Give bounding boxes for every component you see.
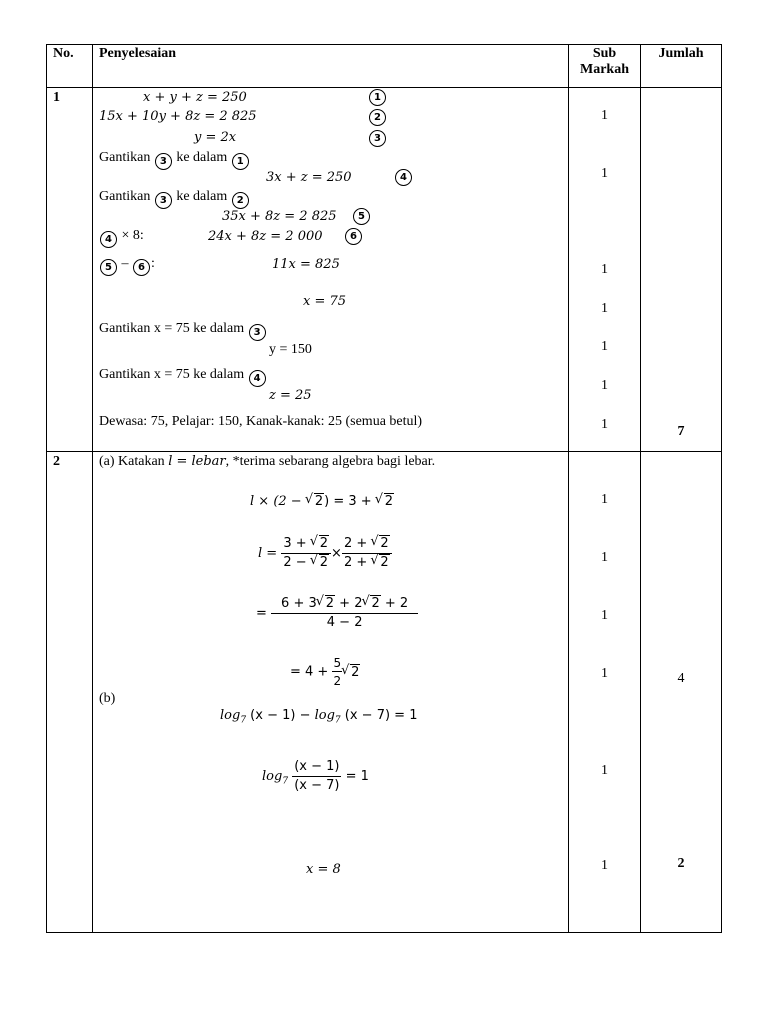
q2-mark: 1 <box>601 550 608 565</box>
log-eq-part: (x − 7) = 1 <box>340 708 418 723</box>
num-text: + 2 <box>335 596 363 611</box>
q1-eq6: 24x + 8z = 2 000 <box>208 229 323 244</box>
q2-number: 2 <box>53 454 60 469</box>
log-text: log <box>262 769 283 784</box>
q1-subst-a <box>99 150 250 170</box>
sqrt-arg: 2 <box>380 555 389 570</box>
log-rhs: = 1 <box>345 769 369 784</box>
q1-eq5: 35x + 8z = 2 825 <box>222 209 337 224</box>
num-text: 6 + 3 <box>281 596 317 611</box>
fraction <box>281 536 331 571</box>
den-text: 2 + <box>343 555 372 570</box>
q1-mark: 1 <box>601 166 608 181</box>
colon: : <box>151 256 155 271</box>
table-left-border <box>46 44 47 933</box>
times-sign: × <box>331 546 342 561</box>
sqrt-arg: 2 <box>380 536 389 551</box>
row1-bottom-border <box>46 451 722 452</box>
sqrt-arg: 2 <box>351 664 360 680</box>
q1-mark: 1 <box>601 417 608 432</box>
num-text: (x − 1) <box>292 759 341 777</box>
sqrt-symbol <box>311 555 329 571</box>
part-a-note: , *terima sebarang algebra bagi lebar. <box>225 454 436 469</box>
q2-log-fraction <box>262 759 369 794</box>
subst-text: Gantikan <box>99 189 151 204</box>
part-a-label: (a) Katakan <box>99 454 165 469</box>
log-text: log <box>314 708 335 723</box>
circled-1: 1 <box>369 89 386 106</box>
circled-4: 4 <box>100 231 117 248</box>
q2-mark: 1 <box>601 492 608 507</box>
q2-step2 <box>258 536 392 571</box>
sqrt-symbol <box>376 494 394 510</box>
circled-3: 3 <box>155 192 172 209</box>
header-total: Jumlah <box>658 46 704 61</box>
table-bottom-border <box>46 932 722 933</box>
header-solution: Penyelesaian <box>99 46 176 61</box>
circled-6: 6 <box>133 259 150 276</box>
circled-3: 3 <box>369 130 386 147</box>
q1-mark: 1 <box>601 378 608 393</box>
fraction <box>292 759 341 794</box>
sqrt-arg: 2 <box>314 494 324 509</box>
q1-mark: 1 <box>601 262 608 277</box>
sqrt-symbol <box>371 555 389 571</box>
part-a-variable: l = lebar <box>168 454 226 469</box>
q1-subst-b <box>99 189 250 209</box>
fraction <box>271 596 418 631</box>
sqrt-symbol <box>311 536 329 552</box>
q2-total-b: 2 <box>677 856 685 871</box>
table-right-border <box>721 44 722 933</box>
q2-mark: 1 <box>601 666 608 681</box>
sqrt-symbol <box>306 494 324 510</box>
log-base: 7 <box>282 776 289 787</box>
q2-mark: 1 <box>601 858 608 873</box>
log-eq-part: (x − 1) − <box>246 708 315 723</box>
num-text: 2 + <box>343 536 372 551</box>
q1-eq3: y = 2x <box>194 130 237 145</box>
q1-mark: 1 <box>601 339 608 354</box>
num-text: 5 <box>333 656 342 670</box>
col-divider-no <box>92 44 93 933</box>
q1-mark: 1 <box>601 108 608 123</box>
step2-lhs: l = <box>258 546 278 561</box>
sqrt-symbol <box>342 665 360 681</box>
log-text: log <box>220 708 241 723</box>
q2-part-a-intro <box>99 454 435 470</box>
q1-eq8: x = 75 <box>303 294 347 309</box>
q2-mark: 1 <box>601 763 608 778</box>
col-divider-sub <box>640 44 641 933</box>
q1-eq7: 11x = 825 <box>272 257 340 272</box>
subst-text: ke dalam <box>176 150 228 165</box>
q2-step4 <box>290 655 360 689</box>
q1-eq4: 3x + z = 250 <box>266 170 352 185</box>
circled-4: 4 <box>249 370 266 387</box>
log-base: 7 <box>334 715 341 726</box>
circled-3: 3 <box>249 324 266 341</box>
circled-6: 6 <box>345 228 362 245</box>
header-bottom-border <box>46 87 722 88</box>
sqrt-arg: 2 <box>325 596 335 611</box>
sqrt-arg: 2 <box>371 596 380 611</box>
sqrt-arg: 2 <box>319 536 329 551</box>
q1-eq2: 15x + 10y + 8z = 2 825 <box>99 109 257 124</box>
q1-number: 1 <box>53 90 60 105</box>
den-text: 4 − 2 <box>326 615 363 630</box>
sqrt-arg: 2 <box>384 494 394 509</box>
circled-2: 2 <box>232 192 249 209</box>
table-top-border <box>46 44 722 45</box>
circled-3: 3 <box>155 153 172 170</box>
q2-total-a: 4 <box>677 671 685 686</box>
sqrt-arg: 2 <box>319 555 329 570</box>
den-text: 2 <box>333 674 342 688</box>
step4-lhs: = 4 + <box>290 664 333 680</box>
q1-z-result: z = 25 <box>269 388 312 403</box>
times8-label: × 8: <box>121 228 144 243</box>
q1-subst-x-2 <box>99 367 267 387</box>
log-base: 7 <box>240 715 247 726</box>
subst-text: Gantikan x = 75 ke dalam <box>99 321 245 336</box>
fraction <box>342 536 392 571</box>
header-no: No. <box>53 46 74 61</box>
circled-2: 2 <box>369 109 386 126</box>
minus-sign: – <box>121 256 129 271</box>
q1-y-result: y = 150 <box>269 342 312 357</box>
q2-step3 <box>256 596 418 631</box>
subst-text: Gantikan <box>99 150 151 165</box>
q1-total: 7 <box>677 424 685 439</box>
circled-4: 4 <box>395 169 412 186</box>
header-sub: Sub <box>592 46 617 61</box>
subst-text: ke dalam <box>176 189 228 204</box>
q2-mark: 1 <box>601 608 608 623</box>
num-text: 3 + <box>283 536 311 551</box>
den-text: (x − 7) <box>294 778 340 793</box>
step1-lhs: l × (2 − <box>250 494 306 509</box>
sqrt-symbol <box>362 596 380 612</box>
circled-5: 5 <box>353 208 370 225</box>
sqrt-symbol <box>371 536 389 552</box>
step1-rhs: ) = 3 + <box>324 494 376 509</box>
header-markah: Markah <box>580 62 629 77</box>
q2-log-equation <box>220 708 417 729</box>
q1-final-answer: Dewasa: 75, Pelajar: 150, Kanak-kanak: 25 (semua betul) <box>99 414 423 429</box>
den-text: 2 − <box>283 555 311 570</box>
num-text: + 2 <box>380 596 409 611</box>
circled-5: 5 <box>100 259 117 276</box>
q1-subtract <box>99 256 155 276</box>
sqrt-symbol <box>317 596 335 612</box>
equals-sign: = <box>256 606 267 621</box>
subst-text: Gantikan x = 75 ke dalam <box>99 367 245 382</box>
q2-step1 <box>250 494 394 510</box>
q1-mark: 1 <box>601 301 608 316</box>
q1-times8 <box>99 228 144 248</box>
q2-x-result: x = 8 <box>306 862 341 877</box>
q1-eq1: x + y + z = 250 <box>143 90 247 105</box>
circled-1: 1 <box>232 153 249 170</box>
q2-part-b-label: (b) <box>99 691 116 706</box>
q1-subst-x-1 <box>99 321 267 341</box>
